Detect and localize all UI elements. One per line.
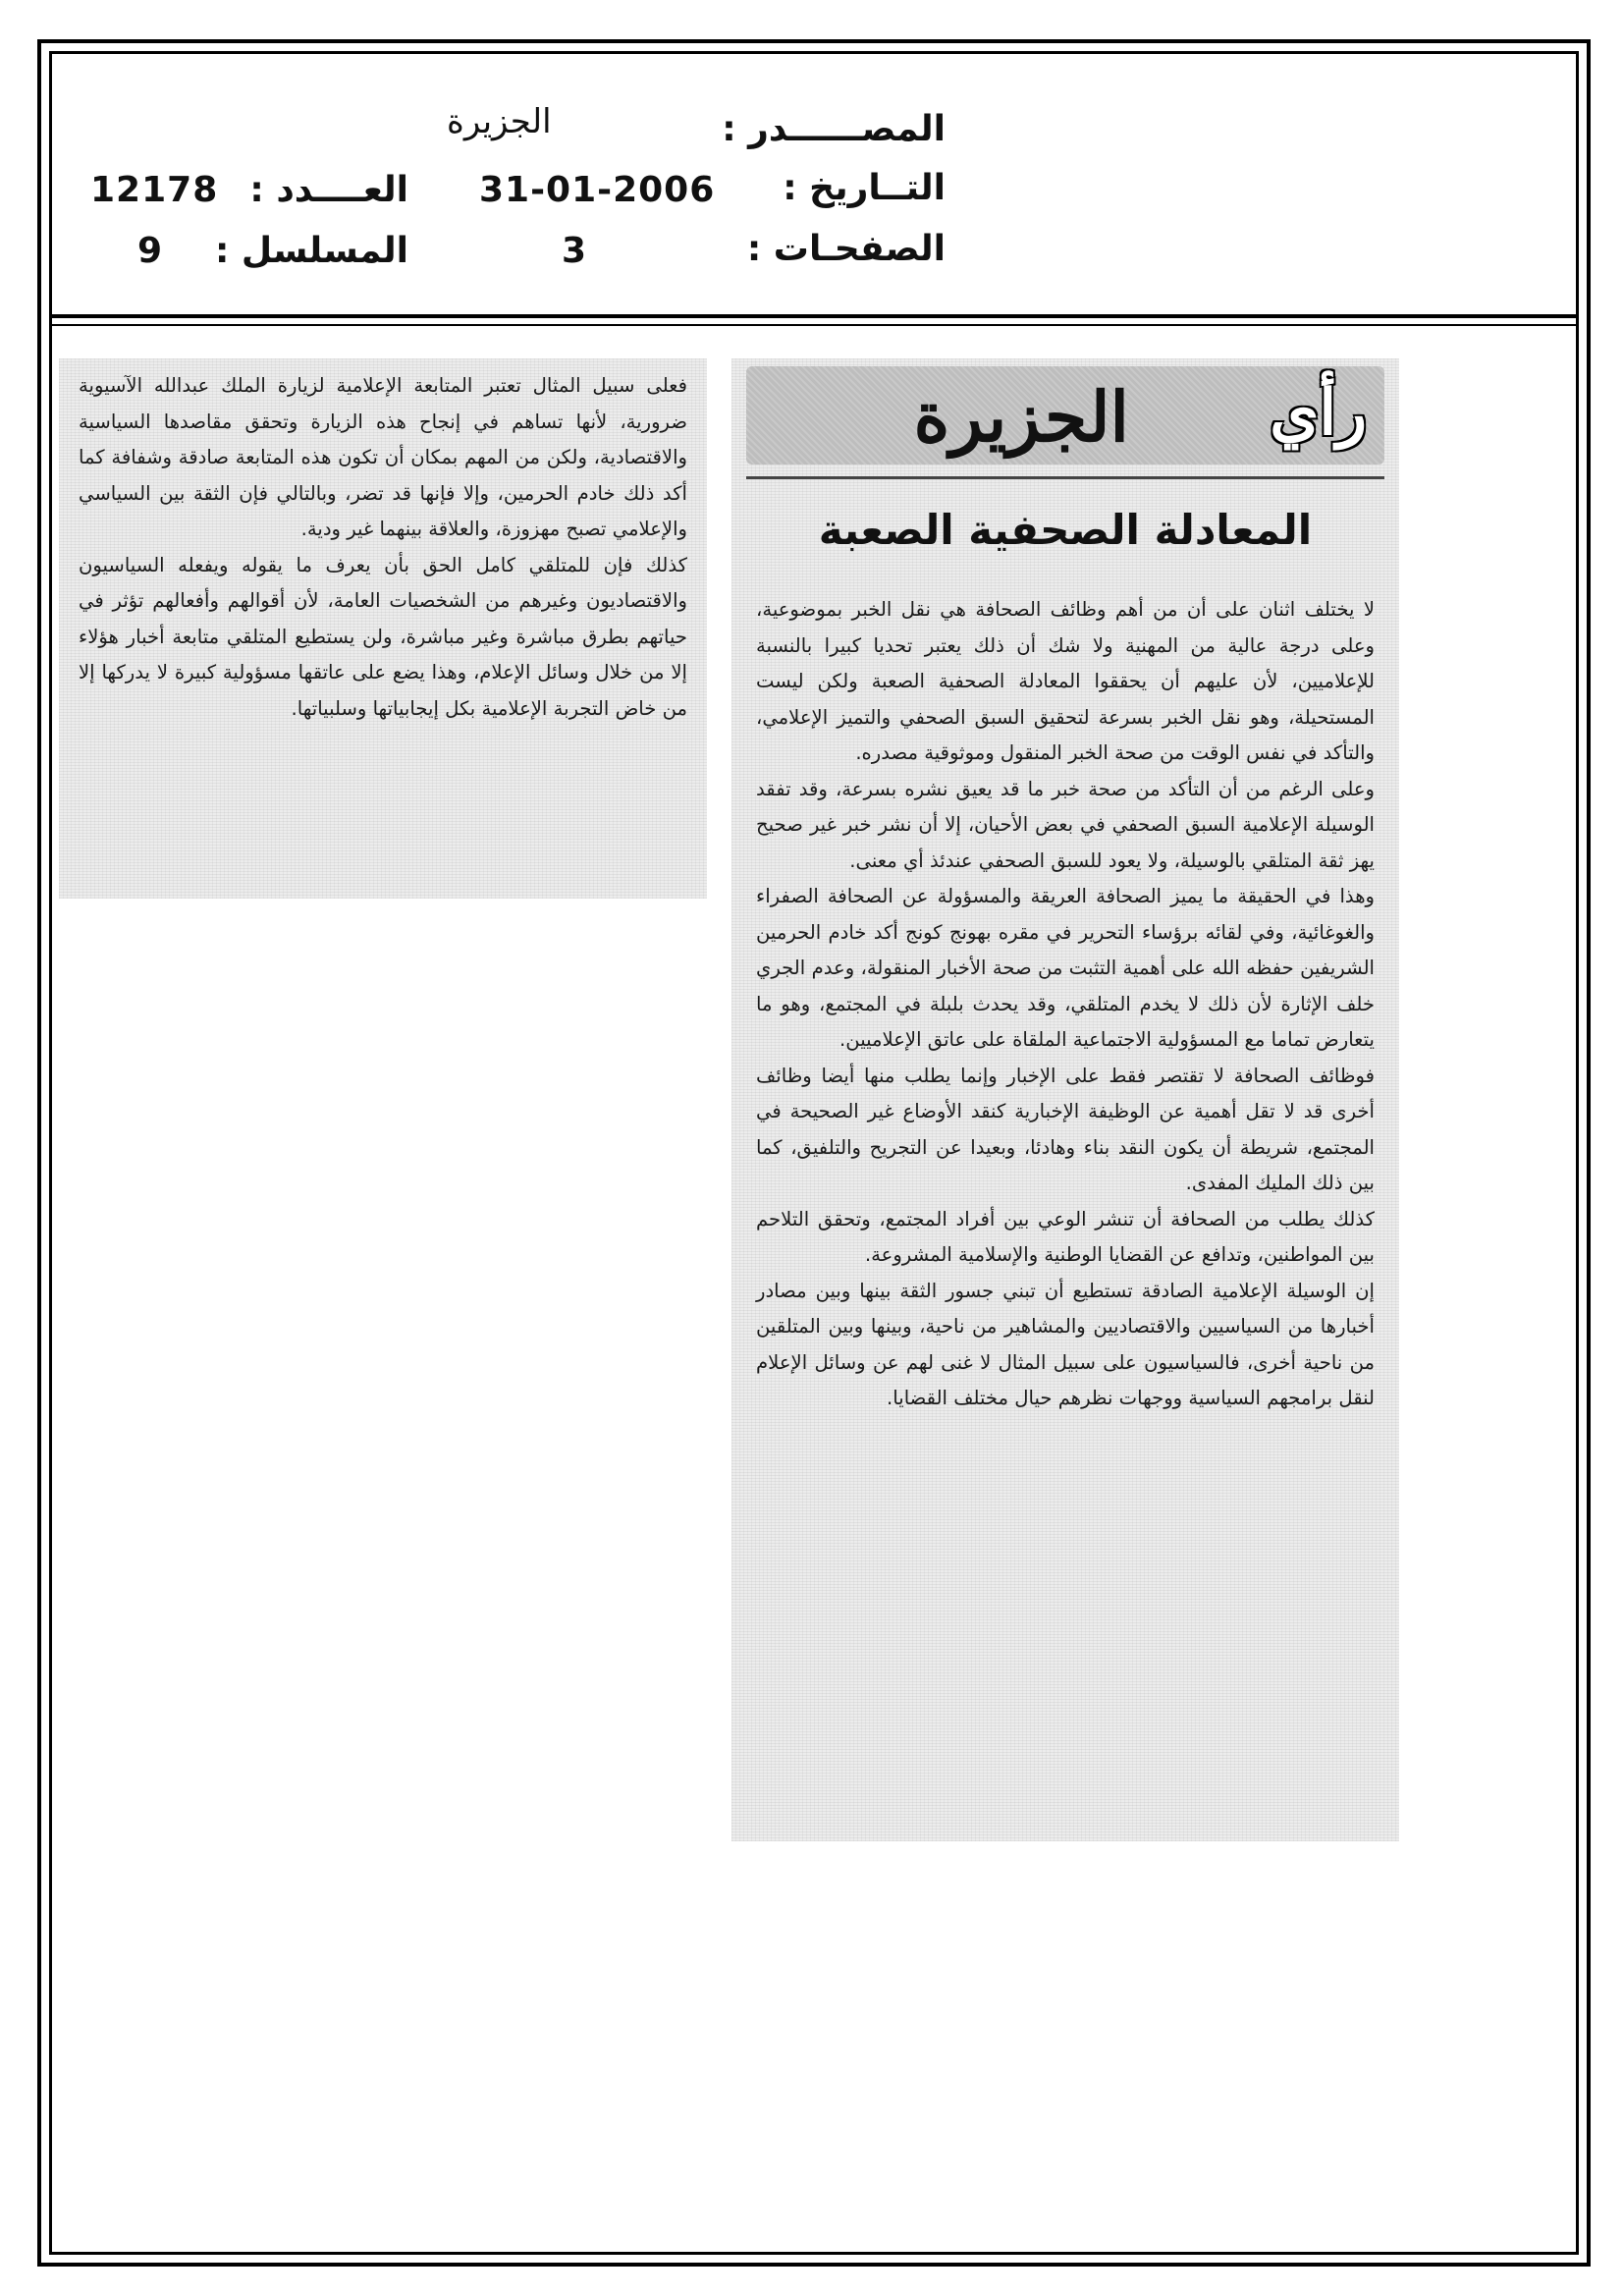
continuation-body xyxy=(79,368,687,727)
serial-value: 9 xyxy=(137,231,164,271)
newspaper-masthead xyxy=(746,366,1384,465)
masthead-raai: رأي xyxy=(1270,376,1367,450)
masthead-newspaper-name: الجزيرة xyxy=(913,376,1129,458)
masthead-rule xyxy=(746,476,1384,479)
pages-label: الصفحـات : xyxy=(746,229,946,269)
article-continuation-clipping xyxy=(59,358,707,899)
source-label: المصــــــدر : xyxy=(722,109,946,149)
paragraph: فعلى سبيل المثال تعتبر المتابعة الإعلامية لزيارة الملك عبدالله الآسيوية ضرورية، لأنها تساهم في إنجاح هذه الزيارة وتحقق مقاصدها السياسية والاقتصادية، ولكن من المهم بمكان أن تكون هذه المتابعة صادقة وشفافة كما أكد ذلك خادم الحرمين، وإلا فإنها قد تضر، وبالتالي فإن الثقة بين السياسي والإعلامي تصبح مهزوزة، والعلاقة بينهما غير ودية. xyxy=(79,374,687,540)
article-body xyxy=(756,592,1375,1417)
paragraph: وهذا في الحقيقة ما يميز الصحافة العريقة والمسؤولة عن الصحافة الصفراء والغوغائية، وفي لقائه برؤساء التحرير في مقره بهونج كونج أكد خادم الحرمين الشريفين حفظه الله على أهمية التثبت من صحة الأخبار المنقولة، وعدم الجري خلف الإثارة لأن ذلك لا يخدم المتلقي، وقد يحدث بلبلة في المجتمع، وهو ما يتعارض تماما مع المسؤولية الاجتماعية الملقاة على عاتق الإعلاميين. xyxy=(756,885,1375,1051)
pages-value: 3 xyxy=(562,231,588,271)
paragraph: لا يختلف اثنان على أن من أهم وظائف الصحافة هي نقل الخبر بموضوعية، وعلى درجة عالية من المهنية ولا شك أن ذلك يعتبر تحديا كبيرا بالنسبة للإعلاميين، لأن عليهم أن يحققوا المعادلة الصحفية الصعبة ولكن ليست المستحيلة، وهو نقل الخبر بسرعة لتحقيق السبق الصحفي والتميز الإعلامي، والتأكد في نفس الوقت من صحة الخبر المنقول وموثوقية مصدره. xyxy=(756,598,1375,764)
issue-label: العــــدد : xyxy=(249,170,408,210)
paragraph: إن الوسيلة الإعلامية الصادقة تستطيع أن تبني جسور الثقة بينها وبين مصادر أخبارها من السياسيين والاقتصاديين والمشاهير من ناحية، وبينها وبين المتلقين من ناحية أخرى، فالسياسيون على سبيل المثال لا غنى لهم عن وسائل الإعلام لنقل برامجهم السياسية ووجهات نظرهم حيال مختلف القضايا. xyxy=(756,1279,1375,1409)
paragraph: فوظائف الصحافة لا تقتصر فقط على الإخبار وإنما يطلب منها أيضا وظائف أخرى قد لا تقل أهمية عن الوظيفة الإخبارية كنقد الأوضاع غير الصحيحة في المجتمع، شريطة أن يكون النقد بناء وهادئا، وبعيدا عن التجريح والتلفيق، كما بين ذلك المليك المفدى. xyxy=(756,1064,1375,1194)
serial-label: المسلسل : xyxy=(214,231,408,271)
date-value: 31-01-2006 xyxy=(479,170,716,210)
source-value: الجزيرة xyxy=(447,102,552,141)
header-divider-secondary xyxy=(49,324,1579,326)
header-divider xyxy=(49,314,1579,318)
article-clipping xyxy=(731,358,1399,1841)
paragraph: وعلى الرغم من أن التأكد من صحة خبر ما قد يعيق نشره بسرعة، وقد تفقد الوسيلة الإعلامية السبق الصحفي في بعض الأحيان، إلا أن نشر خبر غير صحيح يهز ثقة المتلقي بالوسيلة، ولا يعود للسبق الصحفي عندئذ أي معنى. xyxy=(756,777,1375,872)
paragraph: كذلك يطلب من الصحافة أن تنشر الوعي بين أفراد المجتمع، وتحقق التلاحم بين المواطنين، وتدافع عن القضايا الوطنية والإسلامية المشروعة. xyxy=(756,1207,1375,1266)
article-title: المعادلة الصحفية الصعبة xyxy=(818,506,1313,554)
paragraph: كذلك فإن للمتلقي كامل الحق بأن يعرف ما يقوله ويفعله السياسيون والاقتصاديون وغيرهم من الشخصيات العامة، لأن أقوالهم وأفعالهم تؤثر في حياتهم بطرق مباشرة وغير مباشرة، ولن يستطيع المتلقي متابعة أخبار هؤلاء إلا من خلال وسائل الإعلام، وهذا يضع على عاتقها مسؤولية كبيرة لا يدركها إلا من خاض التجربة الإعلامية بكل إيجابياتها وسلبياتها. xyxy=(79,553,687,720)
issue-value: 12178 xyxy=(90,170,219,210)
date-label: التــاريخ : xyxy=(783,168,946,208)
